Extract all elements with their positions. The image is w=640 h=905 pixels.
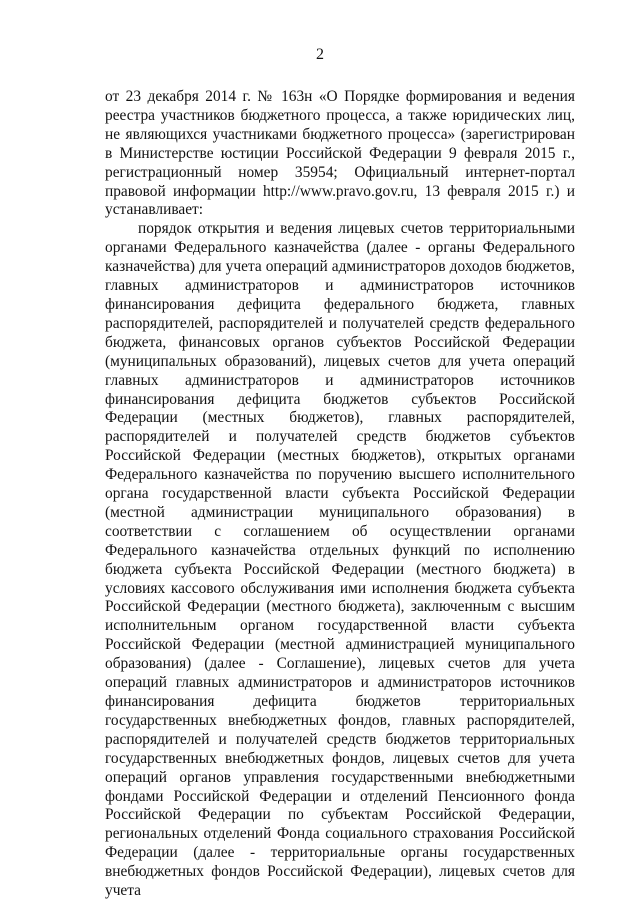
- paragraph-continuation: от 23 декабря 2014 г. № 163н «О Порядке формирования и ведения реестра участников бюджетного процесса, а также юридических лиц, не являющихся участниками бюджетного процесса» (зарегистрирован в Министерстве юстиции Российской Федерации 9 февраля 2015 г., регистрационный номер 35954; Официальный интернет-портал правовой информации http://www.pravo.gov.ru, 13 февраля 2015 г.) и устанавливает:: [105, 88, 575, 219]
- page-number: 2: [316, 46, 324, 63]
- document-body: [105, 88, 575, 901]
- paragraph-procedure: порядок открытия и ведения лицевых счетов территориальными органами Федерального казначейства (далее - органы Федерального казначейства) для учета операций администраторов доходов бюджетов, главных администраторов и администраторов источников финансирования дефицита федерального бюджета, главных распорядителей, распорядителей и получателей средств федерального бюджета, финансовых органов субъектов Российской Федерации (муниципальных образований), лицевых счетов для учета операций главных администраторов и администраторов источников финансирования дефицита бюджетов субъектов Российской Федерации (местных бюджетов), главных распорядителей, распорядителей и получателей средств бюджетов субъектов Российской Федерации (местных бюджетов), открытых органами Федерального казначейства по поручению высшего исполнительного органа государственной власти субъекта Российской Федерации (местной администрации муниципального образования) в соответствии с соглашением об осуществлении органами Федерального казначейства отдельных функций по исполнению бюджета субъекта Российской Федерации (местного бюджета) в условиях кассового обслуживания ими исполнения бюджета субъекта Российской Федерации (местного бюджета), заключенным с высшим исполнительным органом государственной власти субъекта Российской Федерации (местной администрацией муниципального образования) (далее - Соглашение), лицевых счетов для учета операций главных администраторов и администраторов источников финансирования дефицита бюджетов территориальных государственных внебюджетных фондов, главных распорядителей, распорядителей и получателей средств бюджетов территориальных государственных внебюджетных фондов, лицевых счетов для учета операций органов управления государственными внебюджетными фондами Российской Федерации и отделений Пенсионного фонда Российской Федерации по субъектам Российской Федерации, региональных отделений Фонда социального страхования Российской Федерации (далее - территориальные органы государственных внебюджетных фондов Российской Федерации), лицевых счетов для учета: [105, 220, 575, 900]
